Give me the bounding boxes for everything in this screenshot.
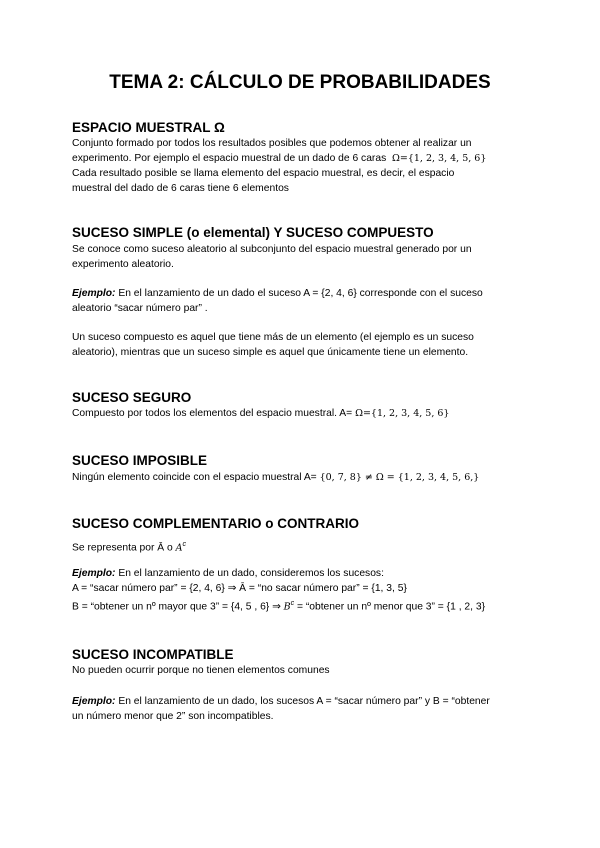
paragraph-line: A = “sacar número par” = {2, 4, 6} ⇒ Ā = “no sacar número par” = {1, 3, 5} [72, 583, 407, 594]
example-suceso-simple [72, 286, 532, 316]
math-symbol: A [175, 542, 183, 554]
paragraph-line [72, 566, 532, 581]
paragraph-line [72, 406, 532, 421]
example-label: Ejemplo: [72, 288, 116, 299]
paragraph-line: No pueden ocurrir porque no tienen elementos comunes [72, 665, 330, 676]
paragraph-line [72, 694, 532, 709]
math-expression: Ω={1, 2, 3, 4, 5, 6} [355, 408, 450, 419]
math-expression: {0, 7, 8} ≠ Ω = {1, 2, 3, 4, 5, 6,} [319, 472, 480, 483]
text: B = “obtener un nº mayor que 3” = {4, 5 , 6} ⇒ [72, 601, 284, 613]
document-title: TEMA 2: CÁLCULO DE PROBABILIDADES [109, 72, 491, 93]
math-expression: Ω={1, 2, 3, 4, 5, 6} [391, 153, 487, 164]
section-suceso-complementario-body [72, 537, 532, 555]
section-suceso-imposible-body [72, 470, 532, 485]
section-suceso-seguro-body [72, 406, 532, 421]
paragraph-line: experimento aleatorio. [72, 259, 174, 270]
text: En el lanzamiento de un dado, los sucesos A = “sacar número par” y B = “obtener [115, 696, 490, 707]
paragraph-line: Cada resultado posible se llama elemento del espacio muestral, es decir, el espacio [72, 168, 455, 179]
text: experimento. Por ejemplo el espacio muestral de un dado de 6 caras [72, 153, 387, 164]
paragraph-line: Un suceso compuesto es aquel que tiene más de un elemento (el ejemplo es un suceso [72, 332, 474, 343]
paragraph-line: muestral del dado de 6 caras tiene 6 elementos [72, 183, 289, 194]
heading-suceso-simple: SUCESO SIMPLE (o elemental) Y SUCESO COMPUESTO [72, 225, 434, 240]
section-suceso-incompatible-body [72, 663, 532, 678]
text: En el lanzamiento de un dado el suceso A = {2, 4, 6} corresponde con el suceso [115, 288, 483, 299]
paragraph-line [72, 151, 532, 166]
paragraph-line: aleatorio), mientras que un suceso simple es aquel que únicamente tiene un elemento. [72, 347, 469, 358]
heading-suceso-seguro: SUCESO SEGURO [72, 390, 192, 405]
section-suceso-compuesto-body [72, 330, 532, 360]
text: Compuesto por todos los elementos del espacio muestral. A= [72, 408, 353, 419]
math-superscript: c [182, 541, 186, 548]
paragraph-line: Se conoce como suceso aleatorio al subconjunto del espacio muestral generado por un [72, 244, 472, 255]
paragraph-line: Conjunto formado por todos los resultados posibles que podemos obtener al realizar un [72, 138, 472, 149]
text: Ningún elemento coincide con el espacio muestral A= [72, 472, 317, 483]
text: Se representa por Ā o [72, 542, 176, 554]
text: En el lanzamiento de un dado, consideremos los sucesos: [115, 568, 384, 579]
heading-espacio-muestral: ESPACIO MUESTRAL Ω [72, 120, 225, 135]
heading-suceso-complementario: SUCESO COMPLEMENTARIO o CONTRARIO [72, 516, 360, 531]
section-espacio-muestral-body [72, 136, 532, 196]
heading-suceso-incompatible: SUCESO INCOMPATIBLE [72, 647, 234, 662]
math-superscript: c [290, 600, 295, 607]
example-suceso-complementario [72, 566, 532, 614]
example-suceso-incompatible [72, 694, 532, 724]
section-suceso-simple-body [72, 242, 532, 272]
paragraph-line [72, 470, 532, 485]
paragraph-line [72, 286, 532, 301]
math-symbol: B [283, 601, 291, 613]
paragraph-line: un número menor que 2” son incompatibles. [72, 711, 274, 722]
heading-suceso-imposible: SUCESO IMPOSIBLE [72, 453, 208, 468]
paragraph-line [72, 537, 532, 555]
example-label: Ejemplo: [72, 568, 116, 579]
text: = “obtener un nº menor que 3” = {1 , 2, 3} [294, 601, 486, 613]
paragraph-line: aleatorio “sacar número par” . [72, 303, 208, 314]
example-label: Ejemplo: [72, 696, 116, 707]
paragraph-line [72, 596, 532, 614]
